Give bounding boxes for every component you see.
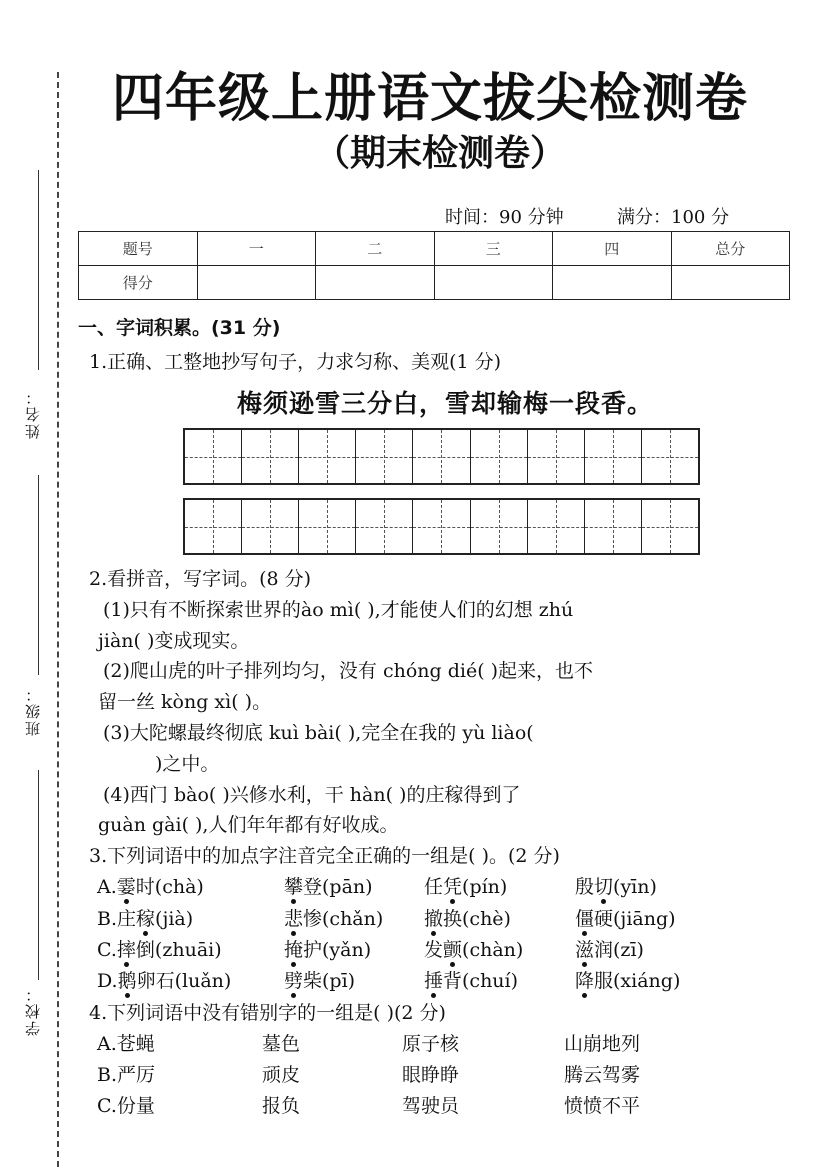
section-1-title: 一、字词积累。(31 分): [78, 317, 281, 339]
full-score: 满分：100 分: [617, 207, 730, 228]
school-label: 学校：: [24, 985, 42, 1036]
score-table-header-row: [79, 232, 790, 266]
class-label: 班级：: [24, 685, 42, 736]
score-table-header-cell: 题号: [79, 232, 198, 266]
score-table-header-cell: 一: [197, 232, 316, 266]
q4-option: C.份量: [97, 1095, 155, 1117]
q2-line: jiàn( )变成现实。: [98, 630, 250, 652]
question-3: 3.下列词语中的加点字注音完全正确的一组是( )。(2 分): [89, 845, 560, 867]
score-row-label: 得分: [79, 266, 198, 300]
q3-option-b3: 撤换(chè): [424, 904, 511, 931]
q2-line: 留一丝 kòng xì( )。: [98, 691, 272, 713]
q3-option-a4: 殷切(yīn): [575, 872, 657, 899]
exam-time: 时间：90 分钟: [445, 207, 564, 228]
poem-line: 梅须逊雪三分白，雪却输梅一段香。: [236, 389, 653, 418]
q4-option: 山崩地列: [564, 1033, 641, 1055]
q3-option-d2: 劈柴(pī): [284, 966, 355, 993]
class-line: [38, 475, 39, 675]
q4-option: 腾云驾雾: [564, 1064, 641, 1086]
score-table-header-cell: 二: [316, 232, 435, 266]
q4-option: B.严厉: [97, 1064, 156, 1086]
name-label: 姓名：: [24, 388, 42, 439]
question-4: 4.下列词语中没有错别字的一组是( )(2 分): [89, 1002, 446, 1024]
q3-option-d3: 捶背(chuí): [424, 966, 518, 993]
q4-option: A.苍蝇: [97, 1033, 155, 1055]
q2-line: )之中。: [155, 753, 220, 775]
q3-option-c1: C.摔倒(zhuāi): [97, 935, 222, 962]
q3-option-b1: B.庄稼(jià): [97, 904, 193, 931]
question-1: 1.正确、工整地抄写句子，力求匀称、美观(1 分): [89, 351, 502, 373]
q4-option: 驾驶员: [402, 1095, 460, 1117]
q3-option-c3: 发颤(chàn): [424, 935, 523, 962]
q3-option-d1: D.鹅卵石(luǎn): [97, 966, 231, 993]
score-input-cell[interactable]: [197, 266, 316, 300]
q3-option-c4: 滋润(zī): [575, 935, 644, 962]
q3-option-c2: 掩护(yǎn): [284, 935, 371, 962]
q3-option-b4: 僵硬(jiāng): [575, 904, 676, 931]
score-table-score-row: [79, 266, 790, 300]
q2-line: (2)爬山虎的叶子排列均匀，没有 chóng dié( )起来，也不: [103, 660, 594, 682]
score-input-cell[interactable]: [316, 266, 435, 300]
score-table-header-cell: 总分: [671, 232, 790, 266]
writing-grid-row-1[interactable]: [183, 428, 700, 485]
score-table: [78, 231, 790, 300]
q4-option: 眼睁睁: [402, 1064, 460, 1086]
page-title: 四年级上册语文拔尖检测卷: [111, 69, 748, 129]
q3-option-a3: 任凭(pín): [424, 872, 507, 899]
q4-option: 墓色: [262, 1033, 301, 1055]
q4-option: 报负: [262, 1095, 301, 1117]
q2-line: (1)只有不断探索世界的ào mì( ),才能使人们的幻想 zhú: [103, 599, 574, 621]
q2-line: (4)西门 bào( )兴修水利，干 hàn( )的庄稼得到了: [103, 784, 521, 806]
writing-grid-row-2[interactable]: [183, 498, 700, 555]
page-subtitle: （期末检测卷）: [313, 133, 566, 174]
q3-option-a1: A.霎时(chà): [97, 872, 204, 899]
q4-option: 愤愤不平: [564, 1095, 641, 1117]
q2-line: guàn gài( ),人们年年都有好收成。: [98, 814, 399, 836]
score-table-header-cell: 三: [434, 232, 553, 266]
score-input-cell[interactable]: [434, 266, 553, 300]
score-input-cell[interactable]: [671, 266, 790, 300]
q3-option-a2: 攀登(pān): [284, 872, 373, 899]
name-line: [38, 170, 39, 370]
school-line: [38, 770, 39, 980]
question-2: 2.看拼音，写字词。(8 分): [89, 568, 312, 590]
q2-line: (3)大陀螺最终彻底 kuì bài( ),完全在我的 yù liào(: [103, 722, 534, 744]
q4-option: 原子核: [402, 1033, 460, 1055]
q4-option: 顽皮: [262, 1064, 301, 1086]
q3-option-d4: 降服(xiáng): [575, 966, 680, 993]
score-input-cell[interactable]: [553, 266, 672, 300]
q3-option-b2: 悲惨(chǎn): [284, 904, 383, 931]
score-table-header-cell: 四: [553, 232, 672, 266]
binding-dashed-line: [57, 72, 59, 1167]
